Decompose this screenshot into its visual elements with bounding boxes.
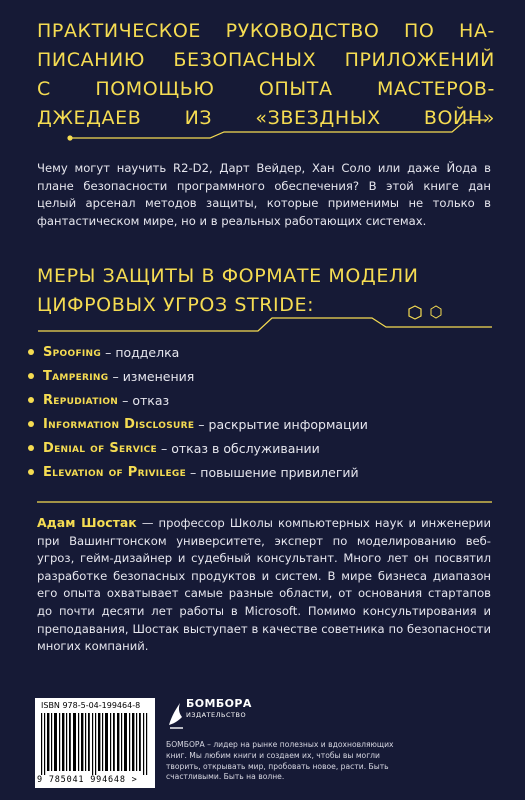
bullet-icon <box>28 445 34 451</box>
section-title-line: ЦИФРОВЫХ УГРОЗ STRIDE: <box>37 294 315 316</box>
headline <box>37 17 495 133</box>
circuit-dot-top <box>67 135 72 140</box>
intro-paragraph: Чему могут научить R2-D2, Дарт Вейдер, Хан Соло или даже Йода в плане безопасности программного обеспечения? В этой книге дан целый арсенал методов защиты, которые применимы не только в фантастическом мире, но и в реальных работающих системах. <box>37 161 491 228</box>
stride-desc: раскрытие информации <box>208 416 368 432</box>
stride-item <box>28 436 498 460</box>
stride-desc: повышение привилегий <box>200 464 359 480</box>
author-bio <box>37 514 491 656</box>
headline-line: ДЖЕДАЕВ ИЗ «ЗВЕЗДНЫХ ВОЙН» <box>37 107 495 129</box>
stride-desc: отказ в обслуживании <box>171 440 320 456</box>
stride-list <box>28 340 498 484</box>
stride-item <box>28 364 498 388</box>
stride-item <box>28 388 498 412</box>
bullet-icon <box>28 421 34 427</box>
stride-term: Denial of Service <box>43 440 157 456</box>
bullet-icon <box>28 469 34 475</box>
dash: – <box>160 440 168 456</box>
stride-item <box>28 340 498 364</box>
stride-desc: подделка <box>115 344 180 360</box>
author-bio-text: — профессор Школы компьютерных наук и инженерии при Вашингтонском университете, эксперт по моделированию веб-угроз, гейм-дизайнер и судебный консультант. Много лет он посвятил разработке безопасных продуктов и систем. В мире бизнеса диапазон его опыта охватывает самые разные области, от основания стартапов до почти десяти лет работы в Microsoft. Помимо консультирования и преподавания, Шостак выступает в качестве советника по безопасности многих компаний. <box>37 516 491 654</box>
stride-term: Spoofing <box>43 344 102 360</box>
dash: – <box>112 368 119 384</box>
barcode-bars <box>41 713 149 775</box>
bullet-icon <box>28 349 34 355</box>
stride-term: Elevation of Privilege <box>43 464 187 480</box>
headline-line: ПИСАНИЮ БЕЗОПАСНЫХ ПРИЛОЖЕНИЙ <box>37 49 495 71</box>
stride-item <box>28 460 498 484</box>
barcode <box>35 698 155 788</box>
publisher-blurb: БОМБОРА – лидер на рынке полезных и вдохновляющих книг. Мы любим книги и создаем их, чтобы вы могли творить, открывать мир, пробовать новое, расти. Быть счастливыми. Быть на волне. <box>166 740 394 782</box>
section-title <box>37 262 477 320</box>
headline-line: С ПОМОЩЬЮ ОПЫТА МАСТЕРОВ- <box>37 78 495 100</box>
stride-term: Tampering <box>43 368 109 384</box>
dash: – <box>190 464 197 480</box>
section-title-line: МЕРЫ ЗАЩИТЫ В ФОРМАТЕ МОДЕЛИ <box>37 265 419 287</box>
publisher-logo-subtitle: ИЗДАТЕЛЬСТВО <box>186 711 247 719</box>
isbn-label: ISBN 978-5-04-199464-8 <box>41 701 141 710</box>
stride-term: Information Disclosure <box>43 416 195 432</box>
stride-desc: изменения <box>122 368 195 384</box>
headline-line: ПРАКТИЧЕСКОЕ РУКОВОДСТВО ПО НА- <box>37 20 495 42</box>
stride-term: Repudiation <box>43 392 119 408</box>
publisher-logo-name: БОМБОРА <box>186 697 252 710</box>
dash: – <box>122 392 129 408</box>
author-name: Адам Шостак <box>37 515 137 530</box>
bullet-icon <box>28 373 34 379</box>
stride-item <box>28 412 498 436</box>
stride-desc: отказ <box>132 392 170 408</box>
dash: – <box>105 344 112 360</box>
bullet-icon <box>28 397 34 403</box>
barcode-number: 9 785041 994648 > <box>37 775 138 785</box>
dash: – <box>198 416 205 432</box>
